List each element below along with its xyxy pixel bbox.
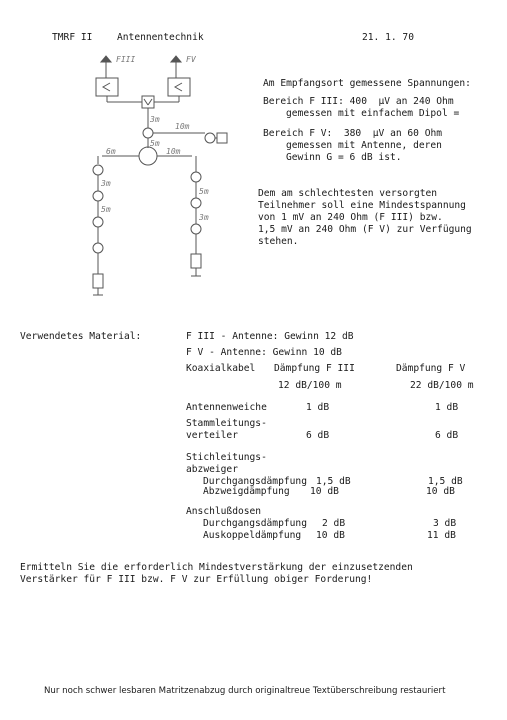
measured-line-1: Bereich F III: 400 µV an 240 Ohm	[263, 96, 454, 107]
dosen-ausk-label: Auskoppeldämpfung	[203, 530, 302, 541]
dosen-durch-f5: 3 dB	[433, 518, 457, 529]
stamm-f5: 6 dB	[435, 430, 459, 441]
label-seg-3: 5m	[150, 139, 160, 148]
stich-durch-f5: 1,5 dB	[428, 476, 463, 487]
label-seg-6: 3m	[101, 179, 111, 188]
requirement-line-3: von 1 mV an 240 Ohm (F III) bzw.	[258, 212, 443, 223]
stammleitungsverteiler	[139, 147, 157, 165]
antenna-distribution-diagram	[72, 50, 242, 312]
dose-right-1	[191, 172, 201, 182]
col-head-cable: Koaxialkabel	[186, 363, 256, 374]
stich-label-1: Stichleitungs-	[186, 452, 267, 463]
weiche-f5: 1 dB	[435, 402, 459, 413]
stamm-label-2: verteiler	[186, 430, 238, 441]
weiche-f3: 1 dB	[306, 402, 330, 413]
weiche-label: Antennenweiche	[186, 402, 267, 413]
requirement-line-2: Teilnehmer soll eine Mindestspannung	[258, 200, 466, 211]
dose-left-4	[93, 243, 103, 253]
stich-abzw-label: Abzweigdämpfung	[203, 486, 290, 497]
label-f3: FIII	[116, 55, 136, 64]
header-title: Antennentechnik	[117, 32, 204, 43]
restoration-footnote: Nur noch schwer lesbaren Matritzenabzug durch originaltreue Textüberschreibung restauriert	[44, 686, 446, 696]
stamm-label-1: Stammleitungs-	[186, 418, 267, 429]
dosen-durch-f3: 2 dB	[322, 518, 346, 529]
measured-line-2: gemessen mit einfachem Dipol =	[286, 108, 460, 119]
measured-heading: Am Empfangsort gemessene Spannungen:	[263, 78, 471, 89]
requirement-line-5: stehen.	[258, 236, 299, 247]
dose-left-1	[93, 165, 103, 175]
abzweiger-1	[143, 128, 153, 138]
label-seg-5: 10m	[166, 147, 181, 156]
label-seg-8: 5m	[199, 187, 209, 196]
label-seg-2: 10m	[175, 122, 190, 131]
measured-line-4: gemessen mit Antenne, deren	[286, 140, 442, 151]
amplifier-f5	[168, 78, 190, 96]
terminal-side	[217, 133, 227, 143]
stich-label-2: abzweiger	[186, 464, 238, 475]
col-head-f5: Dämpfung F V	[396, 363, 466, 374]
cable-f5: 22 dB/100 m	[410, 380, 474, 391]
measured-line-3: Bereich F V: 380 µV an 60 Ohm	[263, 128, 443, 139]
dose-side	[205, 133, 215, 143]
terminator-right	[191, 254, 201, 268]
dosen-durch-label: Durchgangsdämpfung	[203, 518, 307, 529]
header-code: TMRF II	[52, 32, 93, 43]
dosen-label: Anschlußdosen	[186, 506, 262, 517]
task-line-1: Ermitteln Sie die erforderlich Mindestverstärkung der einzusetzenden	[20, 562, 413, 573]
amplifier-symbol-f5	[175, 83, 182, 91]
dosen-ausk-f3: 10 dB	[316, 530, 345, 541]
dose-left-2	[93, 191, 103, 201]
label-seg-4: 6m	[106, 147, 116, 156]
stamm-f3: 6 dB	[306, 430, 330, 441]
terminator-left	[93, 274, 103, 288]
antenna-f5: F V - Antenne: Gewinn 10 dB	[186, 347, 342, 358]
cable-f3: 12 dB/100 m	[278, 380, 342, 391]
amplifier-symbol-f3	[103, 83, 110, 91]
stich-abzw-f3: 10 dB	[310, 486, 339, 497]
col-head-f3: Dämpfung F III	[274, 363, 355, 374]
antenna-f3: F III - Antenne: Gewinn 12 dB	[186, 331, 354, 342]
label-seg-1: 3m	[150, 115, 160, 124]
label-seg-9: 3m	[199, 213, 209, 222]
material-label: Verwendetes Material:	[20, 331, 142, 342]
label-f5: FV	[186, 55, 196, 64]
label-seg-7: 5m	[101, 205, 111, 214]
dose-left-3	[93, 217, 103, 227]
antenna-arrow-f5	[171, 56, 181, 62]
antennenweiche-box	[142, 96, 154, 108]
stich-durch-f3: 1,5 dB	[316, 476, 351, 487]
dose-right-3	[191, 224, 201, 234]
requirement-line-1: Dem am schlechtesten versorgten	[258, 188, 438, 199]
dose-right-2	[191, 198, 201, 208]
stich-abzw-f5: 10 dB	[426, 486, 455, 497]
antenna-arrow-f3	[101, 56, 111, 62]
dosen-ausk-f5: 11 dB	[427, 530, 456, 541]
stich-durch-label: Durchgangsdämpfung	[203, 476, 307, 487]
amplifier-f3	[96, 78, 118, 96]
measured-line-5: Gewinn G = 6 dB ist.	[286, 152, 402, 163]
requirement-line-4: 1,5 mV an 240 Ohm (F V) zur Verfügung	[258, 224, 472, 235]
header-date: 21. 1. 70	[362, 32, 414, 43]
task-line-2: Verstärker für F III bzw. F V zur Erfüllung obiger Forderung!	[20, 574, 373, 585]
